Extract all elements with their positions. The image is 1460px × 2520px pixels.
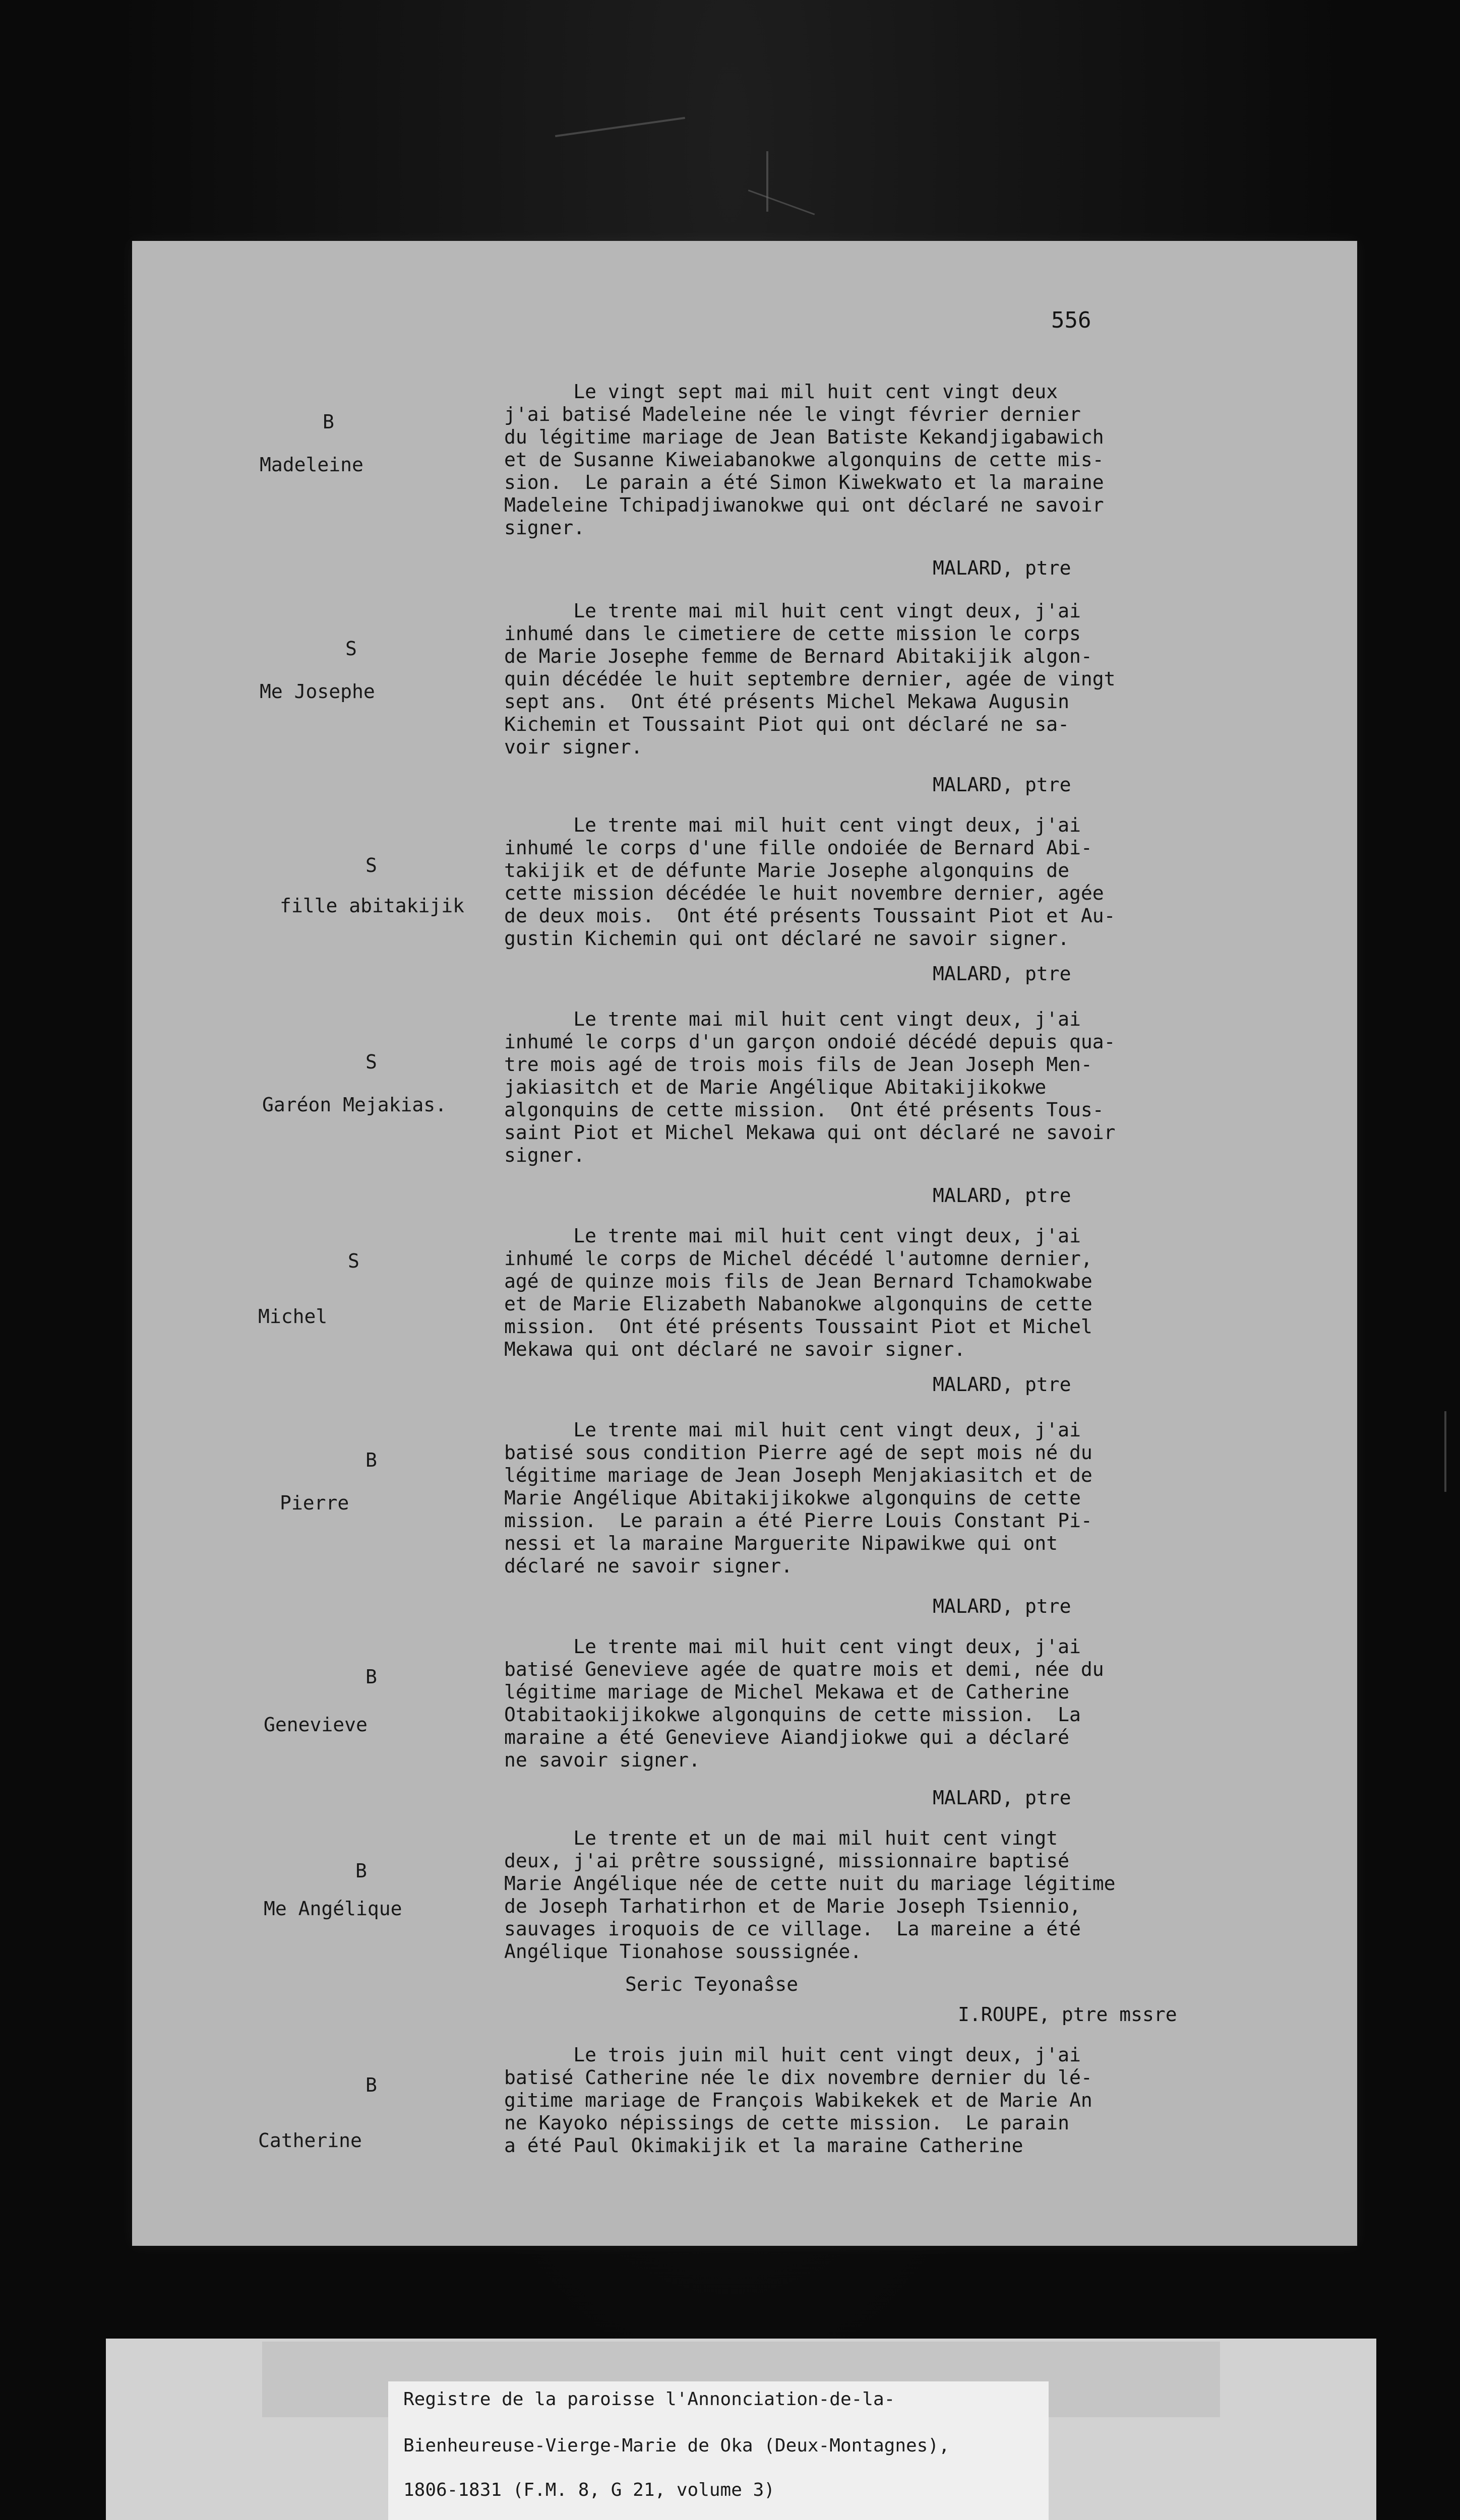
entry-text: Le trente mai mil huit cent vingt deux, j'ai batisé sous condition Pierre agé de sept mois né du légitime mariage de Jean Joseph Menjakiasitch et de Marie Angélique Abitakijikokwe algonquins de cette mission. Le parain a été Pierre Louis Constant Pi- nessi et la maraine Marguerite Nipawikwe qui ont déclaré ne savoir signer.	[504, 1419, 1092, 1577]
entry-code: B	[366, 2074, 377, 2096]
entry-signature: MALARD, ptre	[933, 963, 1071, 985]
entry-signature: MALARD, ptre	[933, 774, 1071, 796]
entry-text: Le trente mai mil huit cent vingt deux, j'ai inhumé le corps d'une fille ondoiée de Bernard Abi- takijik et de défunte Marie Josephe algonquins de cette mission décédée le huit novembre dernier, agée de deux mois. Ont été présents Toussaint Piot et Au- gustin Kichemin qui ont déclaré ne savoir signer.	[504, 814, 1116, 950]
page-number: 556	[1051, 307, 1091, 333]
entry-name: Catherine	[258, 2129, 362, 2152]
entry-text: Le vingt sept mai mil huit cent vingt deux j'ai batisé Madeleine née le vingt février dernier du légitime mariage de Jean Batiste Kekandjigabawich et de Susanne Kiweiabanokwe algonquins de cette mis- sion. Le parain a été Simon Kiwekwato et la maraine Madeleine Tchipadjiwanokwe qui ont déclaré ne savoir signer.	[504, 381, 1104, 539]
archive-reference-line: 1806-1831 (F.M. 8, G 21, volume 3)	[403, 2480, 775, 2500]
entry-text: Le trente mai mil huit cent vingt deux, j'ai batisé Genevieve agée de quatre mois et demi, née du légitime mariage de Michel Mekawa et de Catherine Otabitaokijikokwe algonquins de cette mission. La maraine a été Genevieve Aiandjiokwe qui a déclaré ne savoir signer.	[504, 1635, 1104, 1771]
entry-signature: MALARD, ptre	[933, 1184, 1071, 1207]
entry-name: Genevieve	[264, 1714, 368, 1736]
film-scratch	[1444, 1411, 1446, 1492]
entry-code: B	[355, 1860, 367, 1882]
entry-signature: MALARD, ptre	[933, 1787, 1071, 1809]
entry-text: Le trente et un de mai mil huit cent vingt deux, j'ai prêtre soussigné, missionnaire baptisé Marie Angélique née de cette nuit du mariage légitime de Joseph Tarhatirhon et de Marie Joseph Tsiennio, sauvages iroquois de ce village. La mareine a été Angélique Tionahose soussignée.	[504, 1827, 1116, 1963]
entry-text: Le trente mai mil huit cent vingt deux, j'ai inhumé le corps d'un garçon ondoié décédé depuis qua- tre mois agé de trois mois fils de Jean Joseph Men- jakiasitch et de Marie Angélique Abitakijikokwe algonquins de cette mission. Ont été présents Tous- saint Piot et Michel Mekawa qui ont déclaré ne savoir signer.	[504, 1008, 1116, 1166]
entry-code: S	[345, 638, 357, 660]
entry-text: Le trente mai mil huit cent vingt deux, j'ai inhumé dans le cimetiere de cette mission le corps de Marie Josephe femme de Bernard Abitakijik algon- quin décédée le huit septembre dernier, agée de vingt sept ans. Ont été présents Michel Mekawa Augusin Kichemin et Toussaint Piot qui ont déclaré ne sa- voir signer.	[504, 600, 1116, 758]
entry-code: B	[323, 411, 334, 433]
entry-code: S	[366, 854, 377, 876]
entry-witness: Seric Teyonaŝse	[625, 1973, 799, 1995]
entry-name: Madeleine	[260, 454, 363, 476]
entry-code: S	[366, 1051, 377, 1073]
entry-signature: I.ROUPE, ptre mssre	[958, 2003, 1177, 2026]
entry-signature: MALARD, ptre	[933, 1373, 1071, 1396]
entry-text: Le trois juin mil huit cent vingt deux, j'ai batisé Catherine née le dix novembre dernier du lé- gitime mariage de François Wabikekek et de Marie An ne Kayoko népissings de cette mission. Le parain a été Paul Okimakijik et la maraine Catherine	[504, 2044, 1092, 2157]
entry-name: Garéon Mejakias.	[262, 1094, 447, 1116]
entry-signature: MALARD, ptre	[933, 1595, 1071, 1617]
entry-name: Michel	[258, 1305, 328, 1328]
entry-name: Pierre	[280, 1492, 349, 1514]
archive-reference-line: Bienheureuse-Vierge-Marie de Oka (Deux-Montagnes),	[403, 2435, 950, 2456]
entry-text: Le trente mai mil huit cent vingt deux, j'ai inhumé le corps de Michel décédé l'automne dernier, agé de quinze mois fils de Jean Bernard Tchamokwabe et de Marie Elizabeth Nabanokwe algonquins de cette mission. Ont été présents Toussaint Piot et Michel Mekawa qui ont déclaré ne savoir signer.	[504, 1225, 1092, 1360]
entry-code: B	[366, 1449, 377, 1471]
entry-code: B	[366, 1666, 377, 1688]
entry-code: S	[348, 1250, 359, 1272]
entry-name: Me Angélique	[264, 1898, 402, 1920]
entry-name: fille abitakijik	[280, 895, 465, 917]
archive-reference-line: Registre de la paroisse l'Annonciation-de-la-	[403, 2389, 895, 2410]
entry-signature: MALARD, ptre	[933, 557, 1071, 579]
entry-name: Me Josephe	[260, 680, 375, 703]
film-scratch	[766, 151, 768, 212]
